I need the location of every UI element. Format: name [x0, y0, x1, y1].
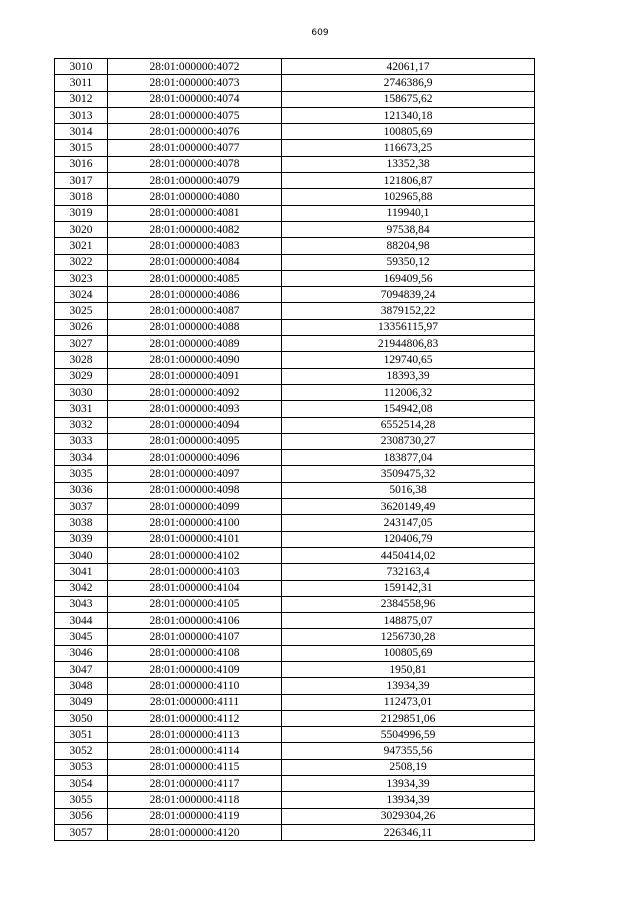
table-row: [55, 694, 535, 710]
row-number-cell: 3048: [55, 678, 108, 694]
table-row: [55, 205, 535, 221]
cadastral-number-cell: 28:01:000000:4084: [108, 254, 282, 270]
table-row: [55, 824, 535, 840]
value-cell: 732163,4: [282, 564, 535, 580]
cadastral-number-cell: 28:01:000000:4098: [108, 482, 282, 498]
cadastral-number-cell: 28:01:000000:4076: [108, 124, 282, 140]
table-row: [55, 450, 535, 466]
row-number-cell: 3045: [55, 629, 108, 645]
table-row: [55, 287, 535, 303]
table-row: [55, 221, 535, 237]
value-cell: 2384558,96: [282, 596, 535, 612]
value-cell: 2508,19: [282, 759, 535, 775]
value-cell: 159142,31: [282, 580, 535, 596]
table-row: [55, 531, 535, 547]
row-number-cell: 3014: [55, 124, 108, 140]
cadastral-number-cell: 28:01:000000:4072: [108, 59, 282, 75]
table-row: [55, 156, 535, 172]
row-number-cell: 3043: [55, 596, 108, 612]
value-cell: 947355,56: [282, 743, 535, 759]
cadastral-number-cell: 28:01:000000:4104: [108, 580, 282, 596]
value-cell: 121806,87: [282, 173, 535, 189]
table-row: [55, 466, 535, 482]
value-cell: 1256730,28: [282, 629, 535, 645]
value-cell: 3620149,49: [282, 499, 535, 515]
cadastral-number-cell: 28:01:000000:4083: [108, 238, 282, 254]
cadastral-number-cell: 28:01:000000:4118: [108, 792, 282, 808]
cadastral-number-cell: 28:01:000000:4107: [108, 629, 282, 645]
value-cell: 100805,69: [282, 645, 535, 661]
row-number-cell: 3010: [55, 59, 108, 75]
table-row: [55, 173, 535, 189]
row-number-cell: 3018: [55, 189, 108, 205]
value-cell: 2129851,06: [282, 710, 535, 726]
cadastral-number-cell: 28:01:000000:4117: [108, 776, 282, 792]
table-row: [55, 107, 535, 123]
table-row: [55, 482, 535, 498]
table-row: [55, 124, 535, 140]
cadastral-number-cell: 28:01:000000:4089: [108, 336, 282, 352]
value-cell: 7094839,24: [282, 287, 535, 303]
row-number-cell: 3039: [55, 531, 108, 547]
value-cell: 120406,79: [282, 531, 535, 547]
table-row: [55, 499, 535, 515]
value-cell: 3879152,22: [282, 303, 535, 319]
table-row: [55, 515, 535, 531]
value-cell: 183877,04: [282, 450, 535, 466]
value-cell: 3029304,26: [282, 808, 535, 824]
row-number-cell: 3028: [55, 352, 108, 368]
value-cell: 121340,18: [282, 107, 535, 123]
table-row: [55, 401, 535, 417]
value-cell: 112006,32: [282, 384, 535, 400]
row-number-cell: 3041: [55, 564, 108, 580]
table-row: [55, 661, 535, 677]
value-cell: 13352,38: [282, 156, 535, 172]
table-row: [55, 433, 535, 449]
row-number-cell: 3052: [55, 743, 108, 759]
table-row: [55, 759, 535, 775]
value-cell: 2746386,9: [282, 75, 535, 91]
value-cell: 243147,05: [282, 515, 535, 531]
table-row: [55, 743, 535, 759]
row-number-cell: 3057: [55, 824, 108, 840]
row-number-cell: 3015: [55, 140, 108, 156]
row-number-cell: 3030: [55, 384, 108, 400]
cadastral-number-cell: 28:01:000000:4074: [108, 91, 282, 107]
row-number-cell: 3035: [55, 466, 108, 482]
cadastral-number-cell: 28:01:000000:4094: [108, 417, 282, 433]
cadastral-number-cell: 28:01:000000:4092: [108, 384, 282, 400]
cadastral-number-cell: 28:01:000000:4096: [108, 450, 282, 466]
row-number-cell: 3033: [55, 433, 108, 449]
table-row: [55, 189, 535, 205]
cadastral-value-table: [54, 58, 535, 841]
table-row: [55, 352, 535, 368]
table-row: [55, 776, 535, 792]
value-cell: 158675,62: [282, 91, 535, 107]
cadastral-number-cell: 28:01:000000:4113: [108, 727, 282, 743]
cadastral-number-cell: 28:01:000000:4090: [108, 352, 282, 368]
value-cell: 13934,39: [282, 776, 535, 792]
row-number-cell: 3056: [55, 808, 108, 824]
row-number-cell: 3047: [55, 661, 108, 677]
table-row: [55, 678, 535, 694]
table-body: [55, 59, 535, 841]
row-number-cell: 3055: [55, 792, 108, 808]
row-number-cell: 3031: [55, 401, 108, 417]
table-row: [55, 75, 535, 91]
cadastral-number-cell: 28:01:000000:4073: [108, 75, 282, 91]
row-number-cell: 3040: [55, 547, 108, 563]
cadastral-number-cell: 28:01:000000:4095: [108, 433, 282, 449]
row-number-cell: 3036: [55, 482, 108, 498]
value-cell: 97538,84: [282, 221, 535, 237]
row-number-cell: 3022: [55, 254, 108, 270]
cadastral-number-cell: 28:01:000000:4086: [108, 287, 282, 303]
value-cell: 88204,98: [282, 238, 535, 254]
table-row: [55, 727, 535, 743]
cadastral-number-cell: 28:01:000000:4119: [108, 808, 282, 824]
row-number-cell: 3024: [55, 287, 108, 303]
cadastral-number-cell: 28:01:000000:4115: [108, 759, 282, 775]
row-number-cell: 3019: [55, 205, 108, 221]
value-cell: 2308730,27: [282, 433, 535, 449]
cadastral-number-cell: 28:01:000000:4080: [108, 189, 282, 205]
table-row: [55, 645, 535, 661]
table-row: [55, 547, 535, 563]
cadastral-number-cell: 28:01:000000:4106: [108, 613, 282, 629]
row-number-cell: 3053: [55, 759, 108, 775]
value-cell: 18393,39: [282, 368, 535, 384]
row-number-cell: 3046: [55, 645, 108, 661]
cadastral-number-cell: 28:01:000000:4085: [108, 270, 282, 286]
cadastral-number-cell: 28:01:000000:4100: [108, 515, 282, 531]
value-cell: 13934,39: [282, 678, 535, 694]
cadastral-number-cell: 28:01:000000:4097: [108, 466, 282, 482]
value-cell: 59350,12: [282, 254, 535, 270]
table-row: [55, 564, 535, 580]
table-row: [55, 629, 535, 645]
table-row: [55, 59, 535, 75]
value-cell: 13934,39: [282, 792, 535, 808]
table-row: [55, 710, 535, 726]
cadastral-number-cell: 28:01:000000:4077: [108, 140, 282, 156]
cadastral-number-cell: 28:01:000000:4079: [108, 173, 282, 189]
cadastral-number-cell: 28:01:000000:4114: [108, 743, 282, 759]
page-number: 609: [311, 28, 329, 38]
value-cell: 1950,81: [282, 661, 535, 677]
cadastral-number-cell: 28:01:000000:4099: [108, 499, 282, 515]
cadastral-number-cell: 28:01:000000:4088: [108, 319, 282, 335]
row-number-cell: 3049: [55, 694, 108, 710]
value-cell: 42061,17: [282, 59, 535, 75]
table-row: [55, 596, 535, 612]
row-number-cell: 3050: [55, 710, 108, 726]
table-row: [55, 91, 535, 107]
value-cell: 5504996,59: [282, 727, 535, 743]
cadastral-number-cell: 28:01:000000:4081: [108, 205, 282, 221]
row-number-cell: 3034: [55, 450, 108, 466]
cadastral-number-cell: 28:01:000000:4111: [108, 694, 282, 710]
row-number-cell: 3054: [55, 776, 108, 792]
table-row: [55, 336, 535, 352]
value-cell: 3509475,32: [282, 466, 535, 482]
table-row: [55, 368, 535, 384]
row-number-cell: 3042: [55, 580, 108, 596]
table-row: [55, 319, 535, 335]
table-row: [55, 417, 535, 433]
cadastral-number-cell: 28:01:000000:4102: [108, 547, 282, 563]
row-number-cell: 3023: [55, 270, 108, 286]
value-cell: 21944806,83: [282, 336, 535, 352]
table-row: [55, 140, 535, 156]
row-number-cell: 3025: [55, 303, 108, 319]
table-row: [55, 613, 535, 629]
value-cell: 116673,25: [282, 140, 535, 156]
row-number-cell: 3021: [55, 238, 108, 254]
value-cell: 100805,69: [282, 124, 535, 140]
cadastral-number-cell: 28:01:000000:4105: [108, 596, 282, 612]
value-cell: 148875,07: [282, 613, 535, 629]
cadastral-number-cell: 28:01:000000:4075: [108, 107, 282, 123]
cadastral-number-cell: 28:01:000000:4082: [108, 221, 282, 237]
cadastral-number-cell: 28:01:000000:4110: [108, 678, 282, 694]
table-row: [55, 384, 535, 400]
value-cell: 154942,08: [282, 401, 535, 417]
row-number-cell: 3016: [55, 156, 108, 172]
value-cell: 6552514,28: [282, 417, 535, 433]
value-cell: 169409,56: [282, 270, 535, 286]
table-row: [55, 792, 535, 808]
table-row: [55, 303, 535, 319]
row-number-cell: 3032: [55, 417, 108, 433]
cadastral-number-cell: 28:01:000000:4112: [108, 710, 282, 726]
value-cell: 129740,65: [282, 352, 535, 368]
cadastral-number-cell: 28:01:000000:4101: [108, 531, 282, 547]
table-row: [55, 270, 535, 286]
row-number-cell: 3017: [55, 173, 108, 189]
value-cell: 5016,38: [282, 482, 535, 498]
cadastral-number-cell: 28:01:000000:4120: [108, 824, 282, 840]
row-number-cell: 3026: [55, 319, 108, 335]
value-cell: 13356115,97: [282, 319, 535, 335]
table-row: [55, 580, 535, 596]
cadastral-number-cell: 28:01:000000:4109: [108, 661, 282, 677]
cadastral-number-cell: 28:01:000000:4093: [108, 401, 282, 417]
value-cell: 102965,88: [282, 189, 535, 205]
row-number-cell: 3029: [55, 368, 108, 384]
row-number-cell: 3020: [55, 221, 108, 237]
cadastral-number-cell: 28:01:000000:4103: [108, 564, 282, 580]
row-number-cell: 3012: [55, 91, 108, 107]
table-row: [55, 808, 535, 824]
table-row: [55, 254, 535, 270]
row-number-cell: 3044: [55, 613, 108, 629]
cadastral-number-cell: 28:01:000000:4091: [108, 368, 282, 384]
cadastral-number-cell: 28:01:000000:4078: [108, 156, 282, 172]
row-number-cell: 3037: [55, 499, 108, 515]
row-number-cell: 3051: [55, 727, 108, 743]
table-row: [55, 238, 535, 254]
cadastral-number-cell: 28:01:000000:4087: [108, 303, 282, 319]
value-cell: 119940,1: [282, 205, 535, 221]
row-number-cell: 3027: [55, 336, 108, 352]
value-cell: 112473,01: [282, 694, 535, 710]
cadastral-number-cell: 28:01:000000:4108: [108, 645, 282, 661]
value-cell: 4450414,02: [282, 547, 535, 563]
row-number-cell: 3011: [55, 75, 108, 91]
row-number-cell: 3013: [55, 107, 108, 123]
value-cell: 226346,11: [282, 824, 535, 840]
row-number-cell: 3038: [55, 515, 108, 531]
